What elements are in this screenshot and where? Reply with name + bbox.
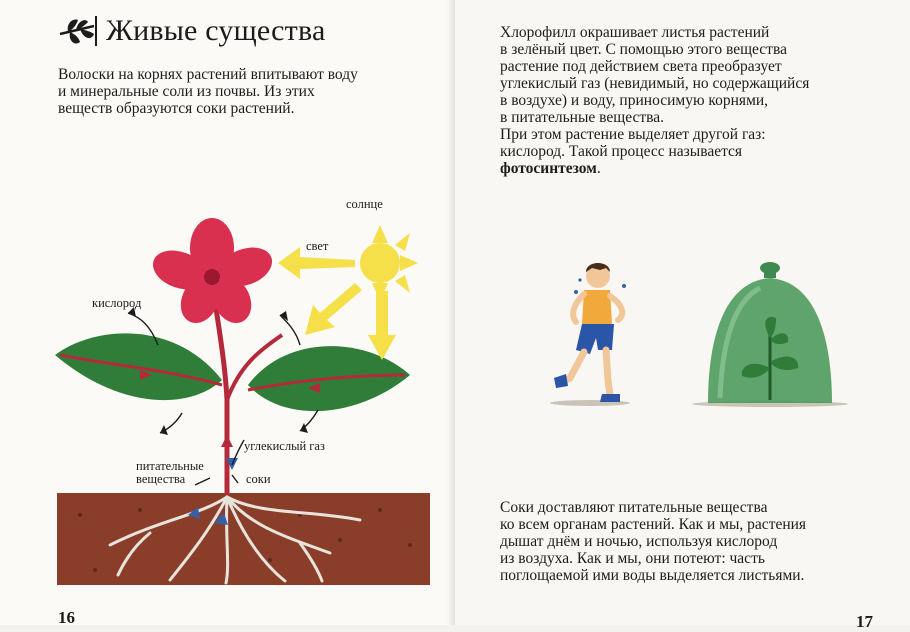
text-line: Соки доставляют питательные вещества: [500, 499, 768, 516]
soil: [57, 493, 430, 585]
photosynthesis-term: фотосинтезом: [500, 160, 597, 177]
label-nutrients-1: питательные: [136, 459, 204, 473]
text-line: углекислый газ (невидимый, но содержащийся: [500, 75, 810, 92]
flower: [148, 218, 278, 329]
left-page: [0, 0, 455, 625]
sap-paragraph: [500, 499, 880, 584]
bell-jar-plant-illustration: [690, 258, 850, 408]
text-line: из воздуха. Как и мы, они потеют: часть: [500, 550, 765, 567]
sun-icon: [360, 225, 418, 301]
text-line: При этом растение выделяет другой газ:: [500, 126, 766, 143]
page-number-right: 17: [856, 612, 873, 631]
leaf-branch-icon: [58, 14, 98, 48]
page-title: Живые существа: [106, 14, 326, 47]
label-sap: соки: [246, 472, 271, 486]
text-line: Волоски на корнях растений впитывают воду: [58, 66, 358, 83]
term-suffix: .: [596, 160, 601, 177]
plant-diagram: [0, 185, 455, 585]
page-number-left: 16: [58, 608, 75, 627]
text-line: в воздухе) и воду, приносимую корнями,: [500, 92, 769, 109]
label-oxygen: кислород: [92, 296, 142, 310]
label-nutrients-2: вещества: [136, 472, 186, 486]
text-line: поглощаемой ими воды выделяется листьями.: [500, 567, 805, 584]
photosynthesis-paragraph: [500, 24, 880, 177]
label-light: свет: [306, 239, 329, 253]
text-line: в питательные вещества.: [500, 109, 664, 126]
label-sun: солнце: [346, 197, 383, 211]
running-boy-illustration: [540, 258, 650, 408]
text-line: ко всем органам растений. Как и мы, растения: [500, 516, 807, 533]
text-line: растение под действием света преобразует: [500, 58, 782, 75]
text-line: дышат днём и ночью, используя кислород: [500, 533, 778, 550]
text-line: и минеральные соли из почвы. Из этих: [58, 83, 315, 100]
text-line: [500, 160, 880, 177]
text-line: кислород. Такой процесс называется: [500, 143, 743, 160]
chapter-heading: [58, 14, 325, 48]
intro-paragraph: [58, 66, 438, 117]
text-line: в зелёный цвет. С помощью этого вещества: [500, 41, 787, 58]
text-line: Хлорофилл окрашивает листья растений: [500, 24, 770, 41]
label-co2: углекислый газ: [244, 439, 325, 453]
text-line: веществ образуются соки растений.: [58, 100, 295, 117]
